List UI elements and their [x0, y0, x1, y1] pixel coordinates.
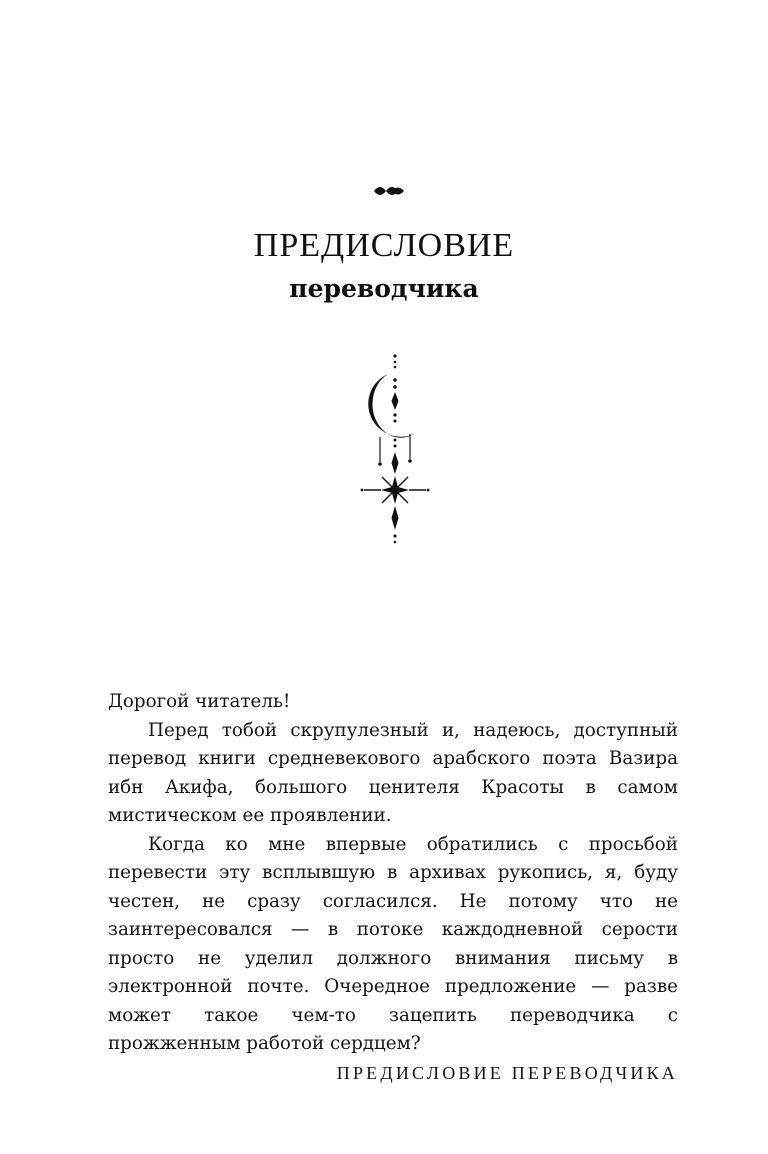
chapter-title: ПРЕДИСЛОВИЕ	[253, 227, 515, 264]
paragraph: Когда ко мне впервые обратились с просьбой перевести эту всплывшую в архивах рукопись, я, буду честен, не сразу согласился. Не потому что не заинтересовался — в потоке каждодневной серости просто не уделил должного внимания письму в электронной почте. Очередное предложение — разве может такое чем-то зацепить переводчика с прожженным работой сердцем?	[108, 833, 678, 1054]
running-footer: ПРЕДИСЛОВИЕ ПЕРЕВОДЧИКА	[336, 1063, 678, 1083]
greeting: Дорогой читатель!	[108, 691, 291, 712]
double-diamond-icon	[372, 183, 406, 199]
crescent-moon-star-icon	[350, 352, 430, 547]
paragraph: Перед тобой скрупулезный и, надеюсь, доступный перевод книги средневекового арабского поэта Вазира ибн Акифа, большого ценителя Красоты в самом мистическом ее проявлении.	[108, 719, 678, 826]
body-text	[108, 688, 678, 1059]
chapter-subtitle: переводчика	[289, 274, 479, 303]
